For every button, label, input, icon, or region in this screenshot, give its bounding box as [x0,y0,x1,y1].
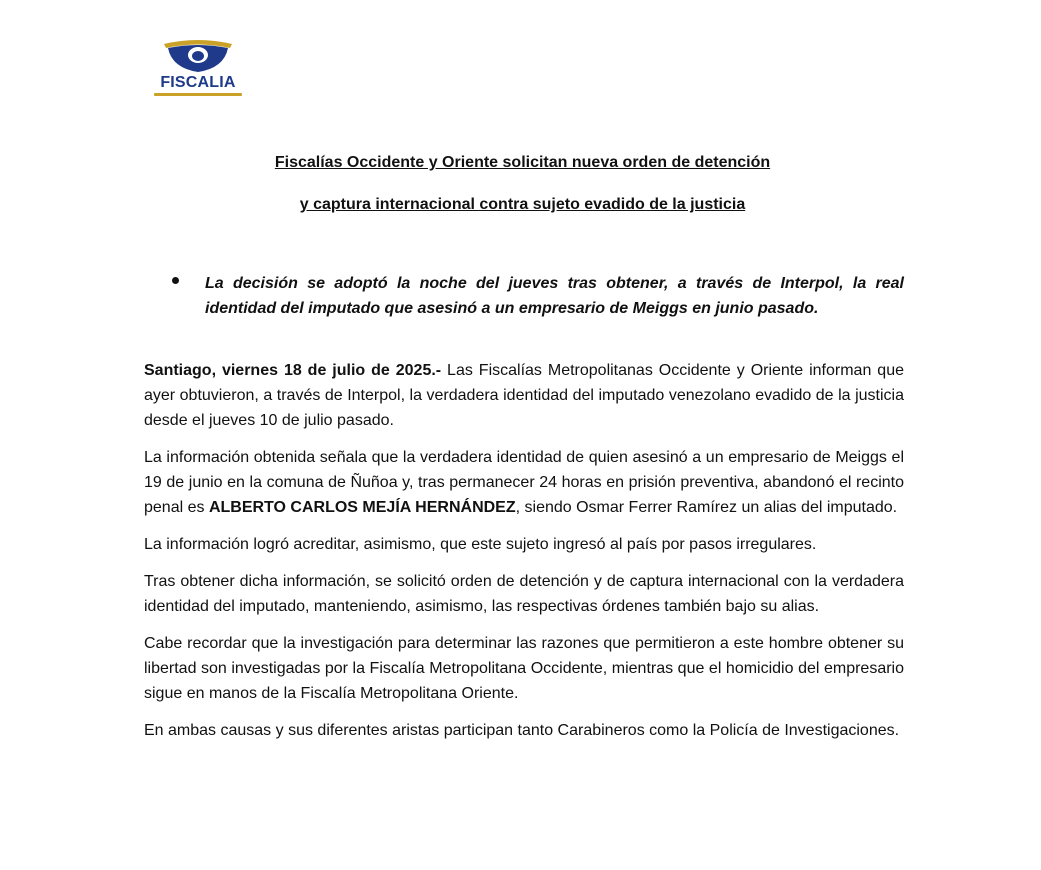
logo-wordmark: FISCALIA [160,74,236,91]
paragraph-2-text-a: La información obtenida señala que la verdadera identidad de quien asesinó a un empresario de Meiggs el 19 de junio en la comuna de Ñuñoa y, tras permanecer 24 horas en prisión preventiva, abandonó el recinto penal es [144,449,904,516]
paragraph-3: La información logró acreditar, asimismo, que este sujeto ingresó al país por pasos irregulares. [144,536,817,553]
paragraph-2-text-b: , siendo Osmar Ferrer Ramírez un alias del imputado. [515,499,898,516]
logo-underline [154,93,242,96]
headline-line-1: Fiscalías Occidente y Oriente solicitan nueva orden de detención [274,154,771,171]
paragraph-6: En ambas causas y sus diferentes aristas participan tanto Carabineros como la Policía de Investigaciones. [144,722,900,739]
defendant-name: ALBERTO CARLOS MEJÍA HERNÁNDEZ [208,499,516,516]
paragraph-1-text: Las Fiscalías Metropolitanas Occidente y Oriente informan que ayer obtuvieron, a través de Interpol, la verdadera identidad del imputado venezolano evadido de la justicia desde el jueves 10 de julio pasado. [144,362,904,429]
bullet-dot-icon [172,277,179,284]
article-body [144,358,904,755]
paragraph-1 [144,358,904,433]
dateline: Santiago, viernes 18 de julio de 2025.- [144,362,442,379]
fiscalia-emblem-icon [150,38,246,78]
paragraph-4: Tras obtener dicha información, se solicitó orden de detención y de captura internacional con la verdadera identidad del imputado, manteniendo, asimismo, las respectivas órdenes también bajo su alias. [144,573,904,615]
headline-line-2: y captura internacional contra sujeto evadido de la justicia [299,196,746,213]
summary-bullet-text: La decisión se adoptó la noche del jueves tras obtener, a través de Interpol, la real identidad del imputado que asesinó a un empresario de Meiggs en junio pasado. [205,275,904,317]
paragraph-5: Cabe recordar que la investigación para determinar las razones que permitieron a este hombre obtener su libertad son investigadas por la Fiscalía Metropolitana Occidente, mientras que el homicidio del empresario sigue en manos de la Fiscalía Metropolitana Oriente. [144,635,904,702]
fiscalia-logo [150,38,246,100]
paragraph-2 [144,445,904,520]
